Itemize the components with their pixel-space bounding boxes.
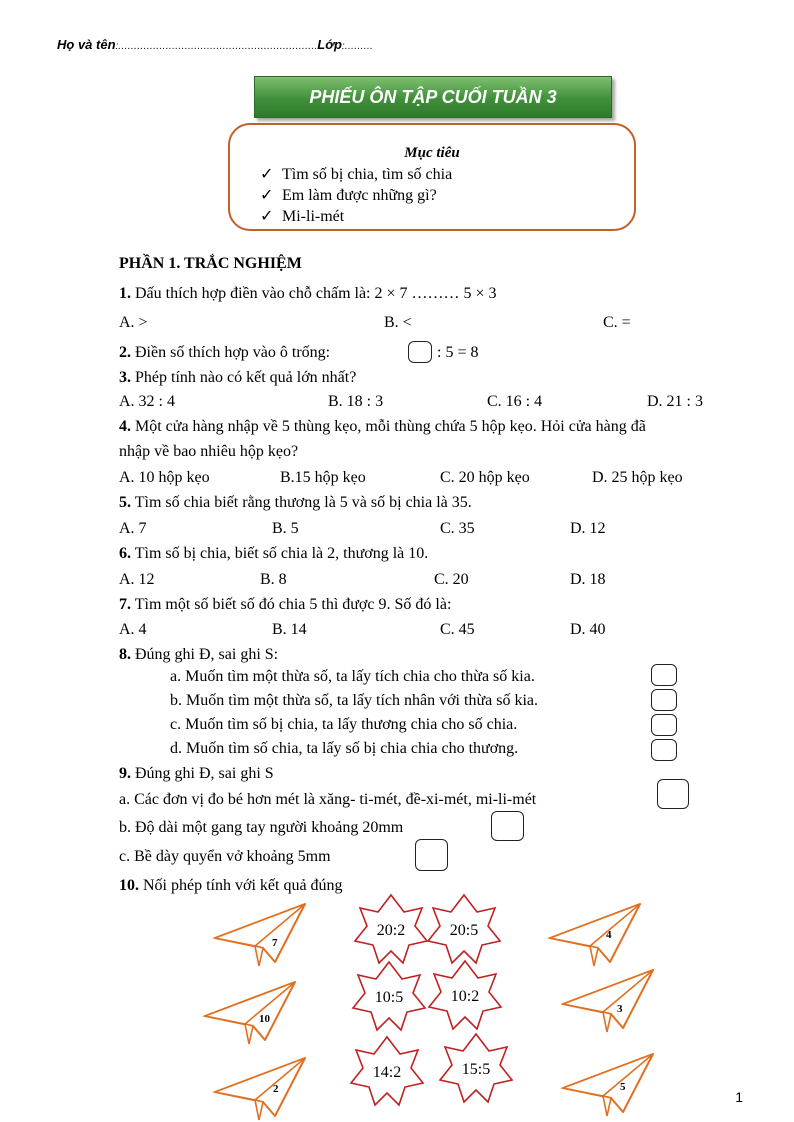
q8-statement-d: d. Muốn tìm số chia, ta lấy số bị chia chia cho thương. [170,740,519,757]
q3-option-b[interactable]: B. 18 : 3 [328,393,384,410]
question-2: 2. Điền số thích hợp vào ô trống: [119,344,331,361]
question-5: 5. Tìm số chia biết rằng thương là 5 và số bị chia là 35. [119,494,472,511]
star-label: 10:5 [374,989,404,1006]
q3-option-a[interactable]: A. 32 : 4 [119,393,175,410]
checkmark-icon: ✓ [260,208,274,225]
goal-item: ✓ Mi-li-mét [260,208,345,225]
star-label: 15:5 [461,1061,491,1078]
goals-title: Mục tiêu [404,145,460,161]
plane-icon[interactable] [215,904,305,966]
checkmark-icon: ✓ [260,166,274,183]
section-heading: PHẦN 1. TRẮC NGHIỆM [119,255,302,272]
worksheet-title: PHIẾU ÔN TẬP CUỐI TUẦN 3 [254,76,612,118]
q6-option-d[interactable]: D. 18 [570,571,606,588]
q2-equation: : 5 = 8 [437,344,479,361]
q8-statement-b: b. Muốn tìm một thừa số, ta lấy tích nhân với thừa số kia. [170,692,538,709]
q7-option-b[interactable]: B. 14 [272,621,307,638]
q8-statement-c: c. Muốn tìm số bị chia, ta lấy thương chia cho số chia. [170,716,518,733]
question-1: 1. Dấu thích hợp điền vào chỗ chấm là: 2 × 7 ……… 5 × 3 [119,285,497,302]
class-blank[interactable]: :……… [341,41,373,52]
q1-option-b[interactable]: B. < [384,314,412,331]
class-label: Lớp [317,37,342,52]
q4-option-d[interactable]: D. 25 hộp kẹo [592,469,683,486]
q6-option-a[interactable]: A. 12 [119,571,155,588]
star-card[interactable] [440,1034,512,1102]
plane-label: 2 [273,1083,279,1095]
q3-option-c[interactable]: C. 16 : 4 [487,393,543,410]
question-4: 4. Một cửa hàng nhập về 5 thùng kẹo, mỗi thùng chứa 5 hộp kẹo. Hỏi cửa hàng đã [119,418,646,435]
name-label: Họ và tên [57,37,116,52]
plane-icon[interactable] [205,982,295,1044]
star-card[interactable] [428,895,500,963]
q4-option-c[interactable]: C. 20 hộp kẹo [440,469,530,486]
star-label: 20:5 [449,922,479,939]
star-card[interactable] [351,1037,423,1105]
name-blank[interactable]: :……………………………………………………… [115,41,318,52]
star-label: 20:2 [376,922,406,939]
q9-statement-a: a. Các đơn vị đo bé hơn mét là xăng- ti-mét, đề-xi-mét, mi-li-mét [119,791,537,808]
q3-option-d[interactable]: D. 21 : 3 [647,393,703,410]
star-card[interactable] [353,962,425,1030]
goal-item: ✓ Tìm số bị chia, tìm số chia [260,166,453,183]
page-number: 1 [735,1089,743,1105]
star-label: 10:2 [450,988,480,1005]
plane-icon[interactable] [563,1054,653,1116]
question-4-cont: nhập về bao nhiêu hộp kẹo? [119,443,299,460]
q4-option-a[interactable]: A. 10 hộp kẹo [119,469,210,486]
plane-label: 5 [620,1081,626,1093]
question-6: 6. Tìm số bị chia, biết số chia là 2, thương là 10. [119,545,429,562]
star-card[interactable] [355,895,427,963]
q9-statement-c: c. Bề dày quyển vở khoảng 5mm [119,848,331,865]
q5-option-a[interactable]: A. 7 [119,520,147,537]
q9-statement-b: b. Độ dài một gang tay người khoảng 20mm [119,819,404,836]
q1-option-a[interactable]: A. > [119,314,148,331]
question-9: 9. Đúng ghi Đ, sai ghi S [119,765,274,782]
plane-label: 4 [606,929,612,941]
plane-label: 3 [617,1003,623,1015]
q8-statement-a: a. Muốn tìm một thừa số, ta lấy tích chia cho thừa số kia. [170,668,535,685]
star-card[interactable] [429,961,501,1029]
star-label: 14:2 [372,1064,402,1081]
question-3: 3. Phép tính nào có kết quả lớn nhất? [119,369,357,386]
question-7: 7. Tìm một số biết số đó chia 5 thì được 9. Số đó là: [119,596,452,613]
q6-option-c[interactable]: C. 20 [434,571,469,588]
q5-option-d[interactable]: D. 12 [570,520,606,537]
plane-label: 7 [272,937,278,949]
checkmark-icon: ✓ [260,187,274,204]
q7-option-a[interactable]: A. 4 [119,621,147,638]
q6-option-b[interactable]: B. 8 [260,571,287,588]
question-10: 10. Nối phép tính với kết quả đúng [119,877,343,894]
q7-option-c[interactable]: C. 45 [440,621,475,638]
q4-option-b[interactable]: B.15 hộp kẹo [280,469,366,486]
plane-label: 10 [259,1013,270,1025]
q5-option-c[interactable]: C. 35 [440,520,475,537]
q7-option-d[interactable]: D. 40 [570,621,606,638]
goal-item: ✓ Em làm được những gì? [260,187,437,204]
q5-option-b[interactable]: B. 5 [272,520,299,537]
plane-icon[interactable] [215,1058,305,1120]
question-8: 8. Đúng ghi Đ, sai ghi S: [119,646,279,663]
q1-option-c[interactable]: C. = [603,314,631,331]
plane-icon[interactable] [550,904,640,966]
plane-icon[interactable] [563,970,653,1032]
